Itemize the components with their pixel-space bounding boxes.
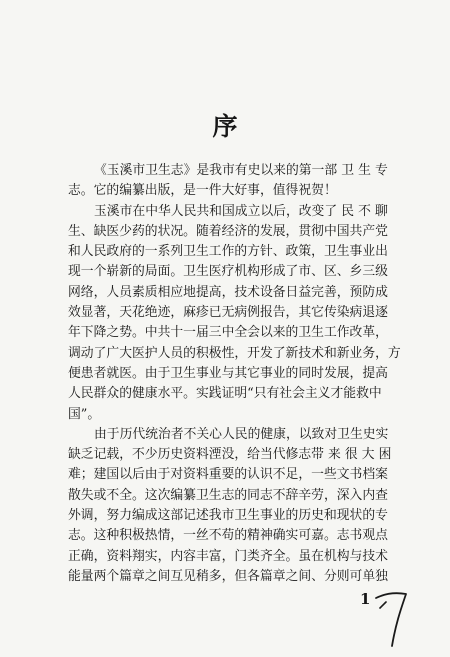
page-title: 序 bbox=[212, 112, 238, 141]
text-line: 国”。 bbox=[68, 406, 101, 422]
text-line: 《玉溪市卫生志》是我市有史以来的第一部 卫 生 专 bbox=[94, 163, 388, 178]
text-line: 和人民政府的一系列卫生工作的方针、政策，卫生事业出 bbox=[68, 244, 388, 260]
text-line: 散失或不全。这次编纂卫生志的同志不辞辛劳，深入内查 bbox=[68, 487, 388, 503]
text-line: 能量两个篇章之间互见稍多，但各篇章之间、分则可单独 bbox=[68, 568, 388, 584]
page-number: 1 bbox=[360, 590, 371, 608]
text-line: 便患者就医。由于卫生事业与其它事业的同时发展，提高 bbox=[68, 365, 388, 381]
text-line: 年下降之势。中共十一届三中全会以来的卫生工作改革， bbox=[68, 325, 388, 341]
text-line: 调动了广大医护人员的积极性，开发了新技术和新业务，方 bbox=[68, 345, 401, 361]
text-line: 效显著，天花绝迹，麻疹已无病例报告，其它传染病退逐 bbox=[68, 305, 388, 321]
text-line: 志。它的编纂出版，是一件大好事，值得祝贺！ bbox=[68, 183, 337, 199]
paragraph-1 bbox=[68, 161, 406, 202]
text-line: 难；建国以后由于对资料重要的认识不足，一些文书档案 bbox=[68, 467, 388, 483]
text-line: 缺乏记载，不少历史资料湮没，给当代修志带 来 很 大 困 bbox=[68, 447, 392, 463]
text-line: 外调，努力编成这部记述我市卫生事业的历史和现状的专 bbox=[68, 508, 388, 524]
paragraph-2 bbox=[68, 202, 406, 425]
text-line: 玉溪市在中华人民共和国成立以后，改变了 民 不 聊 bbox=[94, 203, 388, 219]
handwritten-mark bbox=[372, 588, 412, 650]
text-line: 生、缺医少药的状况。随着经济的发展，贯彻中国共产党 bbox=[68, 223, 388, 239]
text-line: 网络，人员素质相应地提高，技术设备日益完善，预防成 bbox=[68, 284, 388, 300]
text-line: 现一个崭新的局面。卫生医疗机构形成了市、区、乡三级 bbox=[68, 264, 388, 280]
body-text bbox=[68, 161, 406, 587]
text-line: 志。这种积极热情，一丝不苟的精神确实可嘉。志书观点 bbox=[68, 528, 388, 544]
text-line: 人民群众的健康水平。实践证明“只有社会主义才能救中 bbox=[68, 386, 382, 402]
text-line: 正确，资料翔实，内容丰富，门类齐全。虽在机构与技术 bbox=[68, 548, 388, 564]
paragraph-3 bbox=[68, 425, 406, 587]
text-line: 由于历代统治者不关心人民的健康，以致对卫生史实 bbox=[94, 426, 389, 442]
